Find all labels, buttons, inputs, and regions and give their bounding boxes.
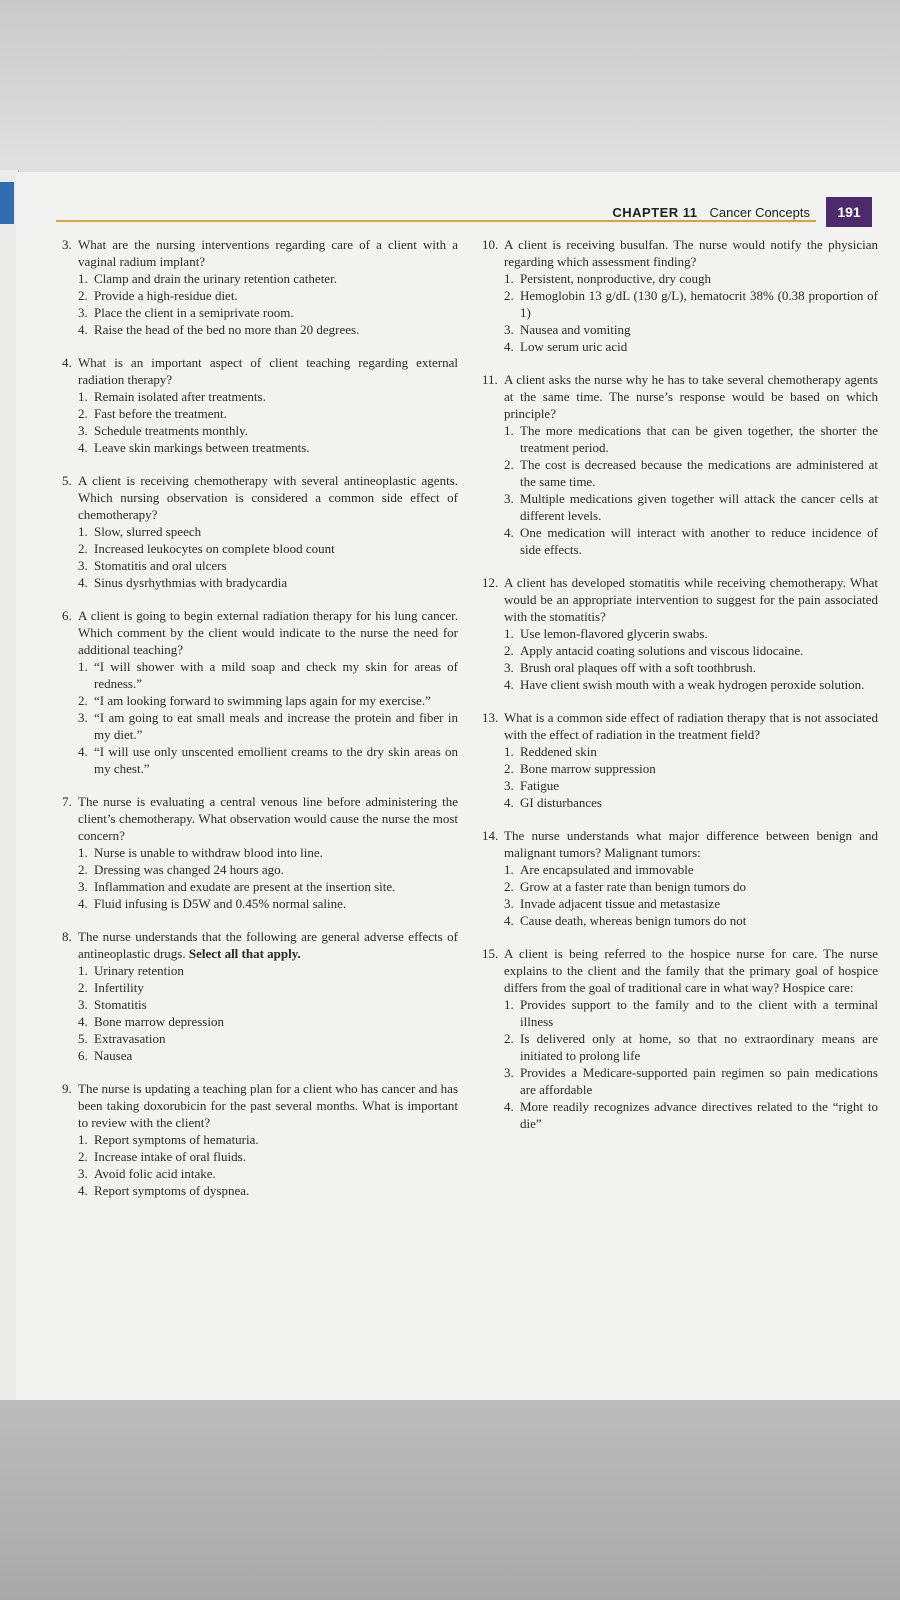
question-item xyxy=(62,354,458,456)
option-text: Nurse is unable to withdraw blood into line. xyxy=(94,845,323,860)
option-text: Provides a Medicare-supported pain regimen so pain medications are affordable xyxy=(520,1065,878,1097)
option-number: 1. xyxy=(78,659,88,674)
chapter-title: Cancer Concepts xyxy=(709,204,810,220)
answer-option xyxy=(62,270,458,287)
option-text: Slow, slurred speech xyxy=(94,524,202,539)
option-text: Multiple medications given together will attack the cancer cells at different levels. xyxy=(520,491,878,523)
option-text: Use lemon-flavored glycerin swabs. xyxy=(520,626,708,641)
option-text: Nausea and vomiting xyxy=(520,322,631,337)
option-number: 4. xyxy=(78,1183,88,1198)
chapter-label: CHAPTER 11 xyxy=(612,204,698,220)
answer-option xyxy=(482,743,878,760)
answer-option xyxy=(62,979,458,996)
question-item xyxy=(62,1080,458,1199)
question-text: The nurse is evaluating a central venous line before administering the client’s chemotherapy. What observation would cause the nurse the most concern? xyxy=(78,794,458,843)
background-top xyxy=(0,0,900,180)
option-number: 4. xyxy=(504,339,514,354)
question-text: A client is going to begin external radiation therapy for his lung cancer. Which comment by the client would indicate to the nurse the need for additional teaching? xyxy=(78,608,458,657)
answer-option xyxy=(482,270,878,287)
option-number: 3. xyxy=(78,423,88,438)
answer-option xyxy=(62,895,458,912)
option-number: 4. xyxy=(78,1014,88,1029)
option-number: 4. xyxy=(504,677,514,692)
option-number: 2. xyxy=(78,862,88,877)
option-number: 5. xyxy=(78,1031,88,1046)
question-stem xyxy=(62,236,458,270)
option-number: 1. xyxy=(78,524,88,539)
page-number: 191 xyxy=(826,197,872,227)
option-text: “I will use only unscented emollient creams to the dry skin areas on my chest.” xyxy=(94,744,458,776)
question-stem xyxy=(62,1080,458,1131)
option-text: Schedule treatments monthly. xyxy=(94,423,249,438)
answer-option xyxy=(482,338,878,355)
option-text: Provides support to the family and to the client with a terminal illness xyxy=(520,997,878,1029)
answer-option xyxy=(482,895,878,912)
option-text: Provide a high-residue diet. xyxy=(94,288,238,303)
question-number: 10. xyxy=(482,237,499,252)
question-text-wrap xyxy=(504,827,878,861)
question-text: A client is being referred to the hospice nurse for care. The nurse explains to the client and the family that the primary goal of hospice differs from the goal of traditional care in what way? Hospice care: xyxy=(504,946,878,995)
option-text: Fluid infusing is D5W and 0.45% normal saline. xyxy=(94,896,347,911)
background-bottom xyxy=(0,1390,900,1600)
answer-option xyxy=(62,439,458,456)
option-number: 2. xyxy=(504,1031,514,1046)
option-text: Stomatitis and oral ulcers xyxy=(94,558,227,573)
option-text: More readily recognizes advance directives related to the “right to die” xyxy=(520,1099,878,1131)
option-text: Report symptoms of hematuria. xyxy=(94,1132,259,1147)
answer-option xyxy=(62,1131,458,1148)
option-number: 4. xyxy=(504,525,514,540)
answer-option xyxy=(482,794,878,811)
answer-option xyxy=(62,1165,458,1182)
question-stem xyxy=(482,827,878,861)
answer-option xyxy=(62,287,458,304)
question-number: 15. xyxy=(482,946,499,961)
question-text-wrap xyxy=(504,236,878,270)
answer-option xyxy=(62,709,458,743)
option-number: 2. xyxy=(504,879,514,894)
answer-option xyxy=(62,844,458,861)
option-text: Increased leukocytes on complete blood count xyxy=(94,541,335,556)
option-text: Place the client in a semiprivate room. xyxy=(94,305,294,320)
option-text: Reddened skin xyxy=(520,744,597,759)
option-number: 2. xyxy=(78,288,88,303)
answer-option xyxy=(62,388,458,405)
question-text-wrap xyxy=(78,354,458,388)
answer-option xyxy=(62,861,458,878)
question-item xyxy=(482,827,878,929)
answer-option xyxy=(62,574,458,591)
answer-option xyxy=(482,422,878,456)
question-item xyxy=(62,236,458,338)
question-stem xyxy=(482,709,878,743)
answer-option xyxy=(482,524,878,558)
question-text: The nurse understands what major difference between benign and malignant tumors? Malignant tumors: xyxy=(504,828,878,860)
answer-option xyxy=(62,557,458,574)
option-number: 3. xyxy=(78,710,88,725)
option-number: 4. xyxy=(78,896,88,911)
option-text: Bone marrow depression xyxy=(94,1014,224,1029)
answer-option xyxy=(482,321,878,338)
question-stem xyxy=(62,354,458,388)
option-text: Low serum uric acid xyxy=(520,339,628,354)
answer-option xyxy=(62,1148,458,1165)
right-column xyxy=(482,236,878,1148)
option-text: Dressing was changed 24 hours ago. xyxy=(94,862,284,877)
question-text: The nurse understands that the following are general adverse effects of antineoplastic drugs. xyxy=(78,929,458,961)
option-text: GI disturbances xyxy=(520,795,602,810)
option-text: Is delivered only at home, so that no extraordinary means are initiated to prolong life xyxy=(520,1031,878,1063)
option-text: Hemoglobin 13 g/dL (130 g/L), hematocrit 38% (0.38 proportion of 1) xyxy=(520,288,878,320)
answer-option xyxy=(482,912,878,929)
answer-option xyxy=(482,760,878,777)
question-item xyxy=(62,928,458,1064)
option-text: Increase intake of oral fluids. xyxy=(94,1149,246,1164)
option-number: 2. xyxy=(78,980,88,995)
question-item xyxy=(482,236,878,355)
option-number: 1. xyxy=(78,845,88,860)
answer-option xyxy=(62,1182,458,1199)
option-text: Urinary retention xyxy=(94,963,184,978)
option-text: Nausea xyxy=(94,1048,133,1063)
answer-option xyxy=(482,1030,878,1064)
option-text: Fast before the treatment. xyxy=(94,406,227,421)
option-text: Are encapsulated and immovable xyxy=(520,862,694,877)
answer-option xyxy=(482,861,878,878)
question-text-wrap xyxy=(78,928,458,962)
answer-option xyxy=(62,658,458,692)
option-number: 3. xyxy=(504,660,514,675)
option-text: Fatigue xyxy=(520,778,559,793)
option-number: 4. xyxy=(504,795,514,810)
option-text: Leave skin markings between treatments. xyxy=(94,440,310,455)
option-number: 1. xyxy=(504,997,514,1012)
question-number: 3. xyxy=(62,237,72,252)
option-number: 3. xyxy=(78,305,88,320)
question-text-wrap xyxy=(504,945,878,996)
option-text: Invade adjacent tissue and metastasize xyxy=(520,896,720,911)
option-number: 2. xyxy=(504,643,514,658)
answer-option xyxy=(482,625,878,642)
option-number: 1. xyxy=(78,271,88,286)
option-number: 4. xyxy=(504,1099,514,1114)
question-text: A client is receiving busulfan. The nurse would notify the physician regarding which assessment finding? xyxy=(504,237,878,269)
question-stem xyxy=(482,945,878,996)
question-item xyxy=(482,574,878,693)
option-text: Have client swish mouth with a weak hydrogen peroxide solution. xyxy=(520,677,865,692)
question-text: A client has developed stomatitis while receiving chemotherapy. What would be an appropriate intervention to suggest for the pain associated with the stomatitis? xyxy=(504,575,878,624)
question-number: 12. xyxy=(482,575,499,590)
question-item xyxy=(62,607,458,777)
option-number: 3. xyxy=(504,896,514,911)
option-text: Infertility xyxy=(94,980,144,995)
option-number: 3. xyxy=(504,1065,514,1080)
question-stem xyxy=(482,236,878,270)
answer-option xyxy=(482,659,878,676)
option-number: 2. xyxy=(78,406,88,421)
select-all-instruction: Select all that apply. xyxy=(188,946,301,961)
option-number: 2. xyxy=(504,288,514,303)
question-text-wrap xyxy=(504,371,878,422)
option-number: 3. xyxy=(78,879,88,894)
question-stem xyxy=(62,607,458,658)
option-text: Cause death, whereas benign tumors do not xyxy=(520,913,747,928)
option-number: 1. xyxy=(504,271,514,286)
option-text: Brush oral plaques off with a soft toothbrush. xyxy=(520,660,756,675)
question-text-wrap xyxy=(504,574,878,625)
question-number: 11. xyxy=(482,372,498,387)
answer-option xyxy=(62,405,458,422)
option-text: Apply antacid coating solutions and viscous lidocaine. xyxy=(520,643,804,658)
option-number: 2. xyxy=(78,693,88,708)
answer-option xyxy=(62,692,458,709)
option-number: 1. xyxy=(504,423,514,438)
question-text: A client is receiving chemotherapy with several antineoplastic agents. Which nursing observation is considered a common side effect of chemotherapy? xyxy=(78,473,458,522)
question-number: 9. xyxy=(62,1081,72,1096)
option-text: Inflammation and exudate are present at the insertion site. xyxy=(94,879,396,894)
question-stem xyxy=(482,574,878,625)
option-number: 3. xyxy=(504,778,514,793)
question-number: 4. xyxy=(62,355,72,370)
question-stem xyxy=(482,371,878,422)
option-number: 3. xyxy=(78,997,88,1012)
answer-option xyxy=(62,878,458,895)
question-text-wrap xyxy=(78,793,458,844)
option-text: Raise the head of the bed no more than 20 degrees. xyxy=(94,322,360,337)
answer-option xyxy=(482,490,878,524)
option-number: 1. xyxy=(504,626,514,641)
answer-option xyxy=(62,743,458,777)
question-text-wrap xyxy=(78,607,458,658)
question-item xyxy=(482,371,878,558)
option-number: 1. xyxy=(78,1132,88,1147)
option-text: “I am going to eat small meals and increase the protein and fiber in my diet.” xyxy=(94,710,458,742)
question-text: A client asks the nurse why he has to take several chemotherapy agents at the same time. The nurse’s response would be based on which principle? xyxy=(504,372,878,421)
option-text: One medication will interact with another to reduce incidence of side effects. xyxy=(520,525,878,557)
question-text-wrap xyxy=(78,472,458,523)
question-text-wrap xyxy=(78,236,458,270)
option-number: 6. xyxy=(78,1048,88,1063)
option-text: Sinus dysrhythmias with bradycardia xyxy=(94,575,288,590)
option-number: 3. xyxy=(78,558,88,573)
option-number: 3. xyxy=(504,491,514,506)
option-number: 4. xyxy=(78,322,88,337)
answer-option xyxy=(62,321,458,338)
question-stem xyxy=(62,793,458,844)
answer-option xyxy=(482,777,878,794)
option-number: 1. xyxy=(504,862,514,877)
option-number: 1. xyxy=(78,389,88,404)
option-number: 4. xyxy=(78,440,88,455)
option-text: The more medications that can be given together, the shorter the treatment period. xyxy=(520,423,878,455)
option-text: Report symptoms of dyspnea. xyxy=(94,1183,250,1198)
option-text: The cost is decreased because the medications are administered at the same time. xyxy=(520,457,878,489)
answer-option xyxy=(62,1030,458,1047)
answer-option xyxy=(62,1047,458,1064)
option-number: 4. xyxy=(78,744,88,759)
option-text: Persistent, nonproductive, dry cough xyxy=(520,271,711,286)
book-page xyxy=(16,172,900,1400)
option-number: 4. xyxy=(504,913,514,928)
option-number: 3. xyxy=(504,322,514,337)
question-item xyxy=(482,709,878,811)
answer-option xyxy=(62,540,458,557)
question-number: 6. xyxy=(62,608,72,623)
option-number: 2. xyxy=(78,541,88,556)
question-text: What are the nursing interventions regarding care of a client with a vaginal radium implant? xyxy=(78,237,458,269)
option-text: “I am looking forward to swimming laps again for my exercise.” xyxy=(94,693,431,708)
answer-option xyxy=(482,1064,878,1098)
answer-option xyxy=(482,676,878,693)
question-stem xyxy=(62,472,458,523)
answer-option xyxy=(62,962,458,979)
question-item xyxy=(482,945,878,1132)
answer-option xyxy=(62,1013,458,1030)
question-stem xyxy=(62,928,458,962)
option-text: Stomatitis xyxy=(94,997,147,1012)
option-text: Grow at a faster rate than benign tumors do xyxy=(520,879,746,894)
answer-option xyxy=(482,456,878,490)
option-number: 1. xyxy=(504,744,514,759)
answer-option xyxy=(62,523,458,540)
option-number: 2. xyxy=(504,761,514,776)
option-text: Avoid folic acid intake. xyxy=(94,1166,216,1181)
answer-option xyxy=(482,996,878,1030)
question-number: 8. xyxy=(62,929,72,944)
option-number: 3. xyxy=(78,1166,88,1181)
option-number: 4. xyxy=(78,575,88,590)
question-text-wrap xyxy=(78,1080,458,1131)
option-text: “I will shower with a mild soap and check my skin for areas of redness.” xyxy=(94,659,458,691)
question-text: The nurse is updating a teaching plan for a client who has cancer and has been taking doxorubicin for the past several months. What is important to review with the client? xyxy=(78,1081,458,1130)
option-text: Clamp and drain the urinary retention catheter. xyxy=(94,271,337,286)
question-item xyxy=(62,793,458,912)
question-item xyxy=(62,472,458,591)
question-number: 13. xyxy=(482,710,499,725)
left-column xyxy=(62,236,458,1215)
option-text: Bone marrow suppression xyxy=(520,761,656,776)
facing-page-tab xyxy=(0,182,14,224)
option-text: Extravasation xyxy=(94,1031,166,1046)
option-number: 1. xyxy=(78,963,88,978)
question-number: 5. xyxy=(62,473,72,488)
question-text: What is a common side effect of radiation therapy that is not associated with the effect of radiation in the treatment field? xyxy=(504,710,878,742)
answer-option xyxy=(482,878,878,895)
question-number: 7. xyxy=(62,794,72,809)
answer-option xyxy=(482,642,878,659)
question-text: What is an important aspect of client teaching regarding external radiation therapy? xyxy=(78,355,458,387)
question-number: 14. xyxy=(482,828,499,843)
answer-option xyxy=(62,422,458,439)
answer-option xyxy=(482,1098,878,1132)
running-header xyxy=(612,198,872,226)
option-text: Remain isolated after treatments. xyxy=(94,389,266,404)
answer-option xyxy=(482,287,878,321)
option-number: 2. xyxy=(78,1149,88,1164)
option-number: 2. xyxy=(504,457,514,472)
answer-option xyxy=(62,996,458,1013)
question-text-wrap xyxy=(504,709,878,743)
answer-option xyxy=(62,304,458,321)
